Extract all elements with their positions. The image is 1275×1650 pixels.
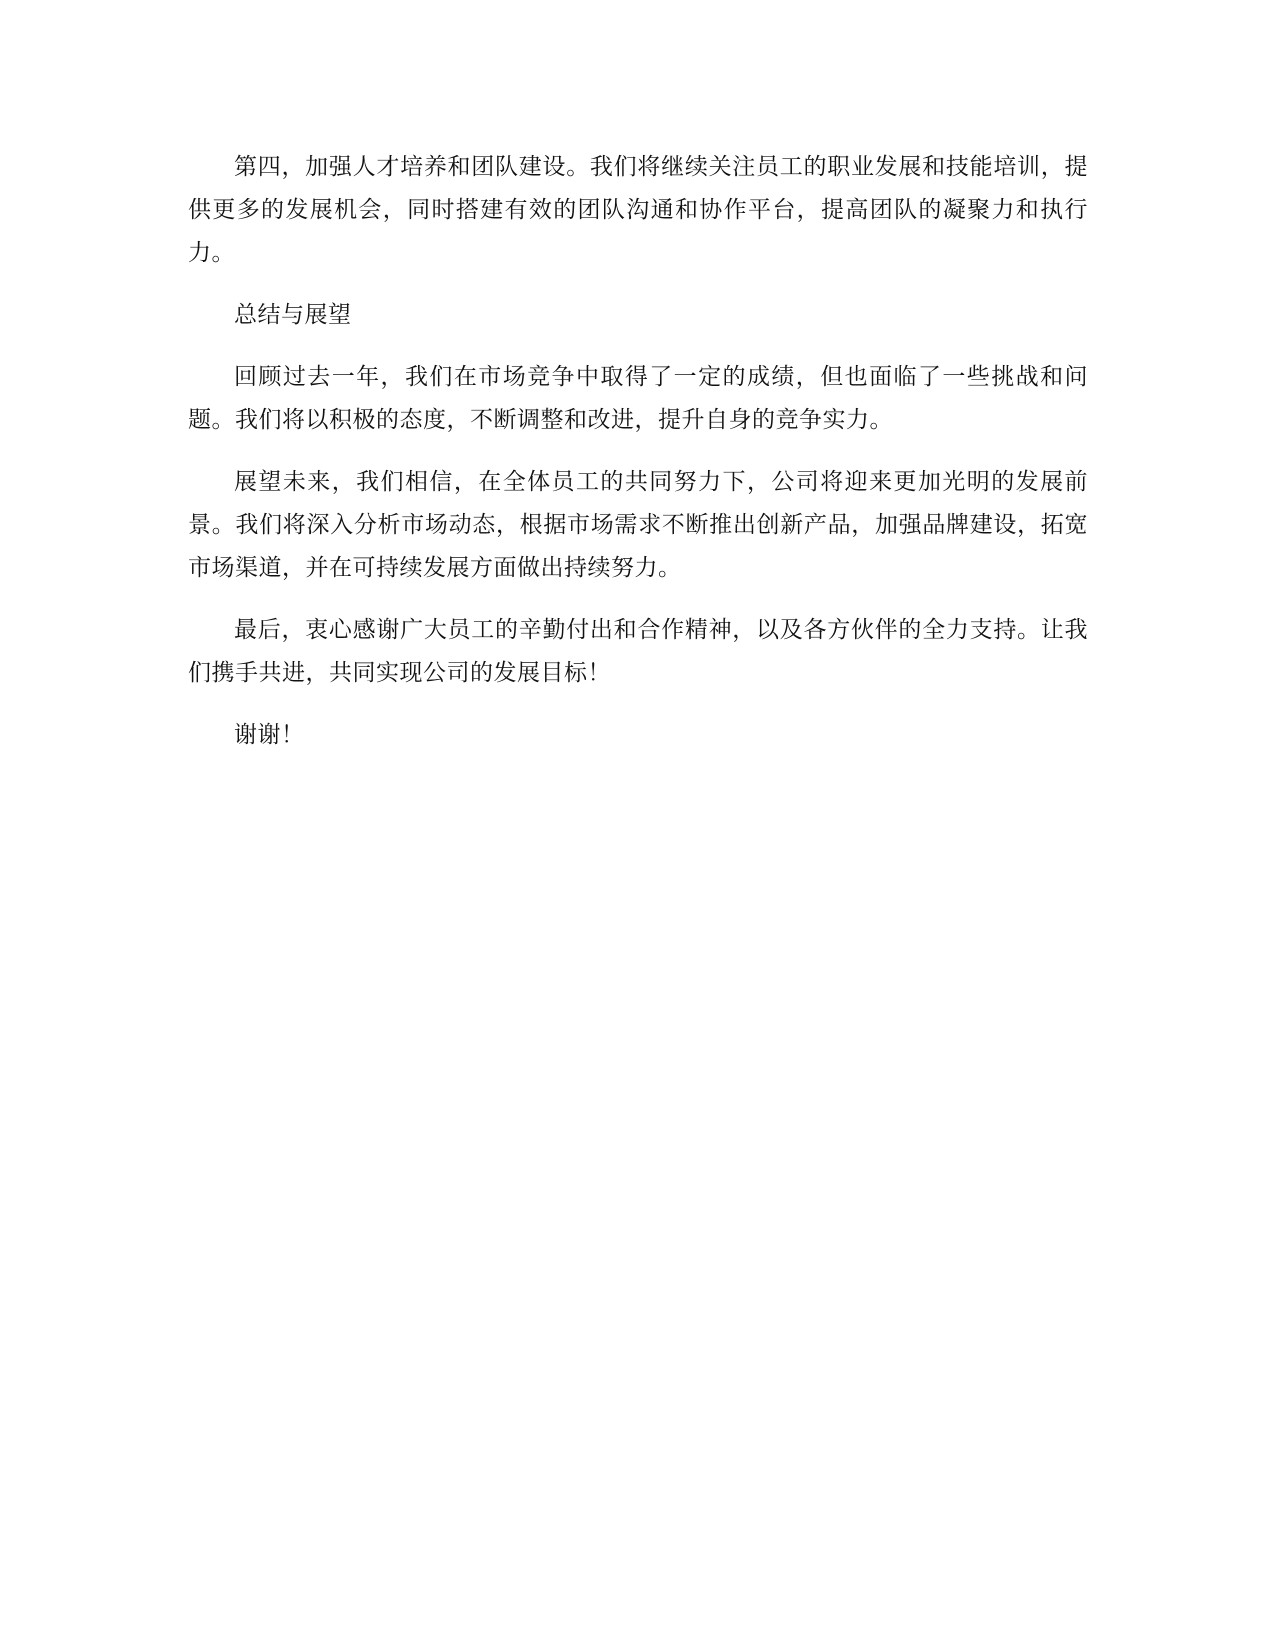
paragraph-thanks-employees: 最后，衷心感谢广大员工的辛勤付出和合作精神，以及各方伙伴的全力支持。让我们携手共进，共同实现公司的发展目标！ bbox=[188, 617, 1088, 686]
document-body bbox=[188, 146, 1088, 776]
paragraph-review-past-year: 回顾过去一年，我们在市场竞争中取得了一定的成绩，但也面临了一些挑战和问题。我们将以积极的态度，不断调整和改进，提升自身的竞争实力。 bbox=[188, 364, 1088, 433]
section-heading-summary-outlook: 总结与展望 bbox=[234, 302, 352, 328]
paragraph-talent-development: 第四，加强人才培养和团队建设。我们将继续关注员工的职业发展和技能培训，提供更多的发展机会，同时搭建有效的团队沟通和协作平台，提高团队的凝聚力和执行力。 bbox=[188, 154, 1088, 266]
paragraph-closing-thanks: 谢谢！ bbox=[234, 722, 305, 748]
paragraph-future-outlook: 展望未来，我们相信，在全体员工的共同努力下，公司将迎来更加光明的发展前景。我们将深入分析市场动态，根据市场需求不断推出创新产品，加强品牌建设，拓宽市场渠道，并在可持续发展方面做出持续努力。 bbox=[188, 469, 1088, 581]
